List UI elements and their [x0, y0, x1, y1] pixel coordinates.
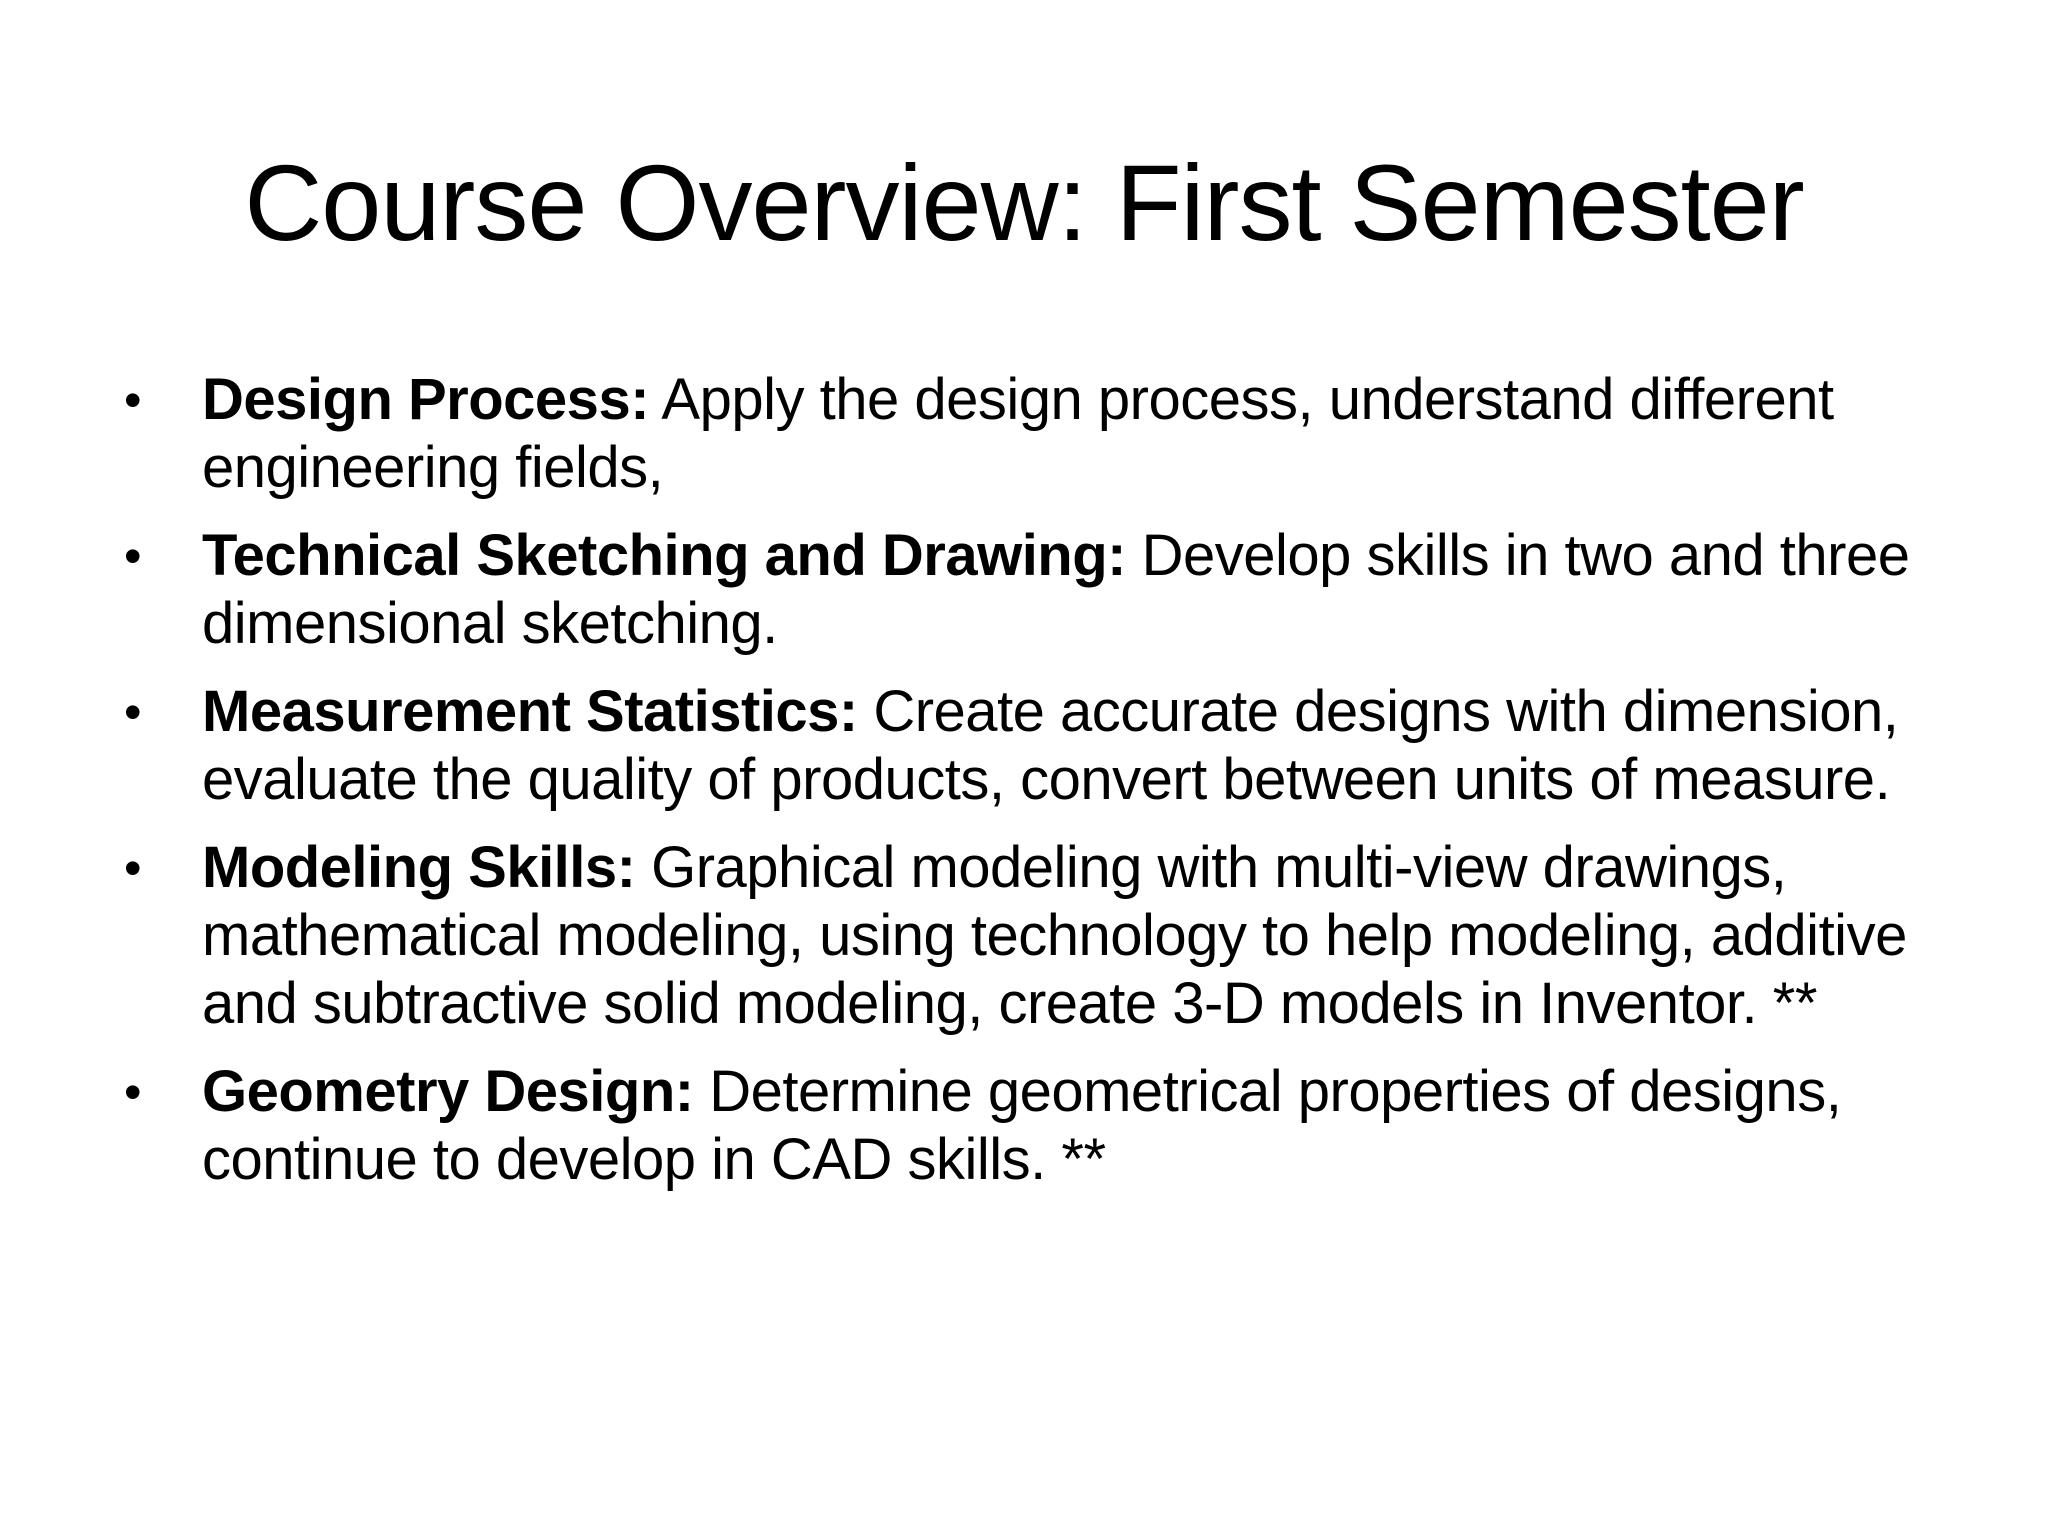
bullet-technical-sketching [124, 522, 1954, 658]
bullet-design-process [124, 366, 1954, 502]
bullet-list [124, 366, 1954, 1214]
bullet-description: Create accurate designs with dimension, evaluate the quality of products, convert between units of measure. [202, 679, 1899, 812]
bullet-term: Measurement Statistics: [202, 679, 858, 744]
bullet-description: Graphical modeling with multi-view drawings, mathematical modeling, using technology to help modeling, additive and subtractive solid modeling, create 3-D models in Inventor. ** [202, 835, 1907, 1036]
bullet-description: Apply the design process, understand different engineering fields, [202, 367, 1834, 500]
bullet-dot-icon: • [124, 372, 142, 428]
bullet-term: Geometry Design: [202, 1059, 694, 1124]
bullet-description: Develop skills in two and three dimensional sketching. [202, 523, 1910, 656]
bullet-measurement-statistics [124, 678, 1954, 814]
bullet-term: Design Process: [202, 367, 650, 432]
bullet-term: Modeling Skills: [202, 835, 636, 900]
bullet-geometry-design [124, 1058, 1954, 1194]
bullet-description: Determine geometrical properties of designs, continue to develop in CAD skills. ** [202, 1059, 1842, 1192]
bullet-term: Technical Sketching and Drawing: [202, 523, 1126, 588]
bullet-dot-icon: • [124, 528, 142, 584]
bullet-modeling-skills [124, 834, 1954, 1038]
bullet-dot-icon: • [124, 684, 142, 740]
bullet-dot-icon: • [124, 1064, 142, 1120]
bullet-dot-icon: • [124, 840, 142, 896]
slide-title: Course Overview: First Semester [244, 142, 1804, 263]
